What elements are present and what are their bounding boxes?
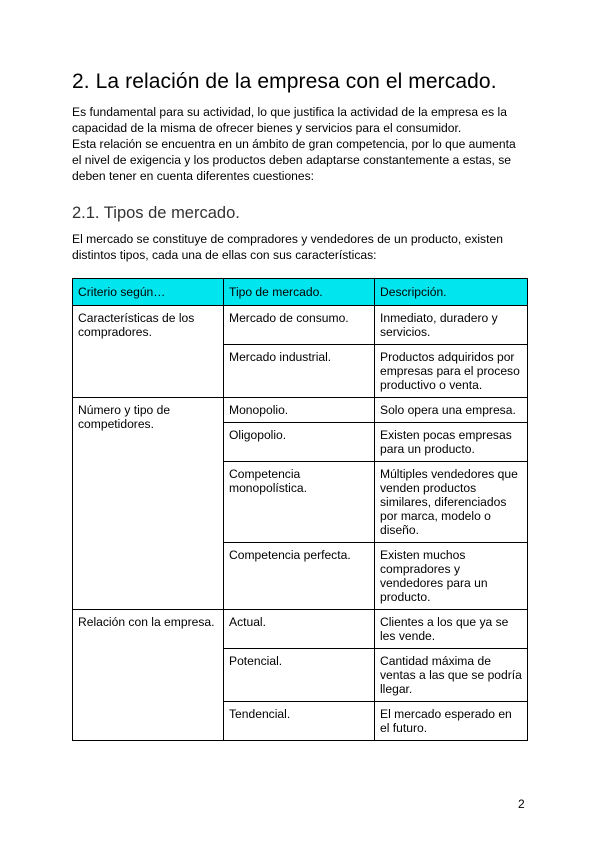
- criterio-cell: Características de los compradores.: [73, 306, 224, 398]
- desc-cell: Productos adquiridos por empresas para el proceso productivo o venta.: [375, 345, 528, 398]
- sub-line: distintos tipos, cada una de ellas con sus características:: [72, 248, 377, 262]
- intro-paragraph: [72, 104, 527, 184]
- sub-line: El mercado se constituye de compradores y vendedores de un producto, existen: [72, 232, 503, 246]
- market-types-table: [72, 278, 528, 741]
- desc-cell: Clientes a los que ya se les vende.: [375, 610, 528, 649]
- desc-cell: Existen muchos compradores y vendedores para un producto.: [375, 543, 528, 610]
- tipo-cell: Potencial.: [224, 649, 375, 702]
- desc-cell: Solo opera una empresa.: [375, 398, 528, 423]
- section-heading: 2. La relación de la empresa con el mercado.: [72, 70, 497, 93]
- intro-line: Esta relación se encuentra en un ámbito de gran competencia, por lo que aumenta: [72, 137, 516, 151]
- table-row: [73, 306, 528, 345]
- table-row: [73, 610, 528, 649]
- tipo-cell: Competencia perfecta.: [224, 543, 375, 610]
- desc-cell: Múltiples vendedores que venden productos similares, diferenciados por marca, modelo o diseño.: [375, 462, 528, 543]
- tipo-cell: Tendencial.: [224, 702, 375, 741]
- header-tipo: Tipo de mercado.: [224, 279, 375, 306]
- header-descripcion: Descripción.: [375, 279, 528, 306]
- tipo-cell: Actual.: [224, 610, 375, 649]
- tipo-cell: Oligopolio.: [224, 423, 375, 462]
- desc-cell: El mercado esperado en el futuro.: [375, 702, 528, 741]
- subsection-heading: 2.1. Tipos de mercado.: [72, 204, 240, 222]
- desc-cell: Existen pocas empresas para un producto.: [375, 423, 528, 462]
- intro-line: Es fundamental para su actividad, lo que justifica la actividad de la empresa es la: [72, 105, 507, 119]
- tipo-cell: Competencia monopolística.: [224, 462, 375, 543]
- header-criterio: Criterio según…: [73, 279, 224, 306]
- criterio-cell: Número y tipo de competidores.: [73, 398, 224, 610]
- tipo-cell: Mercado industrial.: [224, 345, 375, 398]
- tipo-cell: Monopolio.: [224, 398, 375, 423]
- tipo-cell: Mercado de consumo.: [224, 306, 375, 345]
- intro-line: capacidad de la misma de ofrecer bienes y servicios para el consumidor.: [72, 121, 462, 135]
- intro-line: el nivel de exigencia y los productos deben adaptarse constantemente a estas, se: [72, 153, 512, 167]
- desc-cell: Cantidad máxima de ventas a las que se podría llegar.: [375, 649, 528, 702]
- intro-line: deben tener en cuenta diferentes cuestiones:: [72, 169, 315, 183]
- page-number: 2: [518, 797, 525, 811]
- criterio-cell: Relación con la empresa.: [73, 610, 224, 741]
- table-header-row: [73, 279, 528, 306]
- desc-cell: Inmediato, duradero y servicios.: [375, 306, 528, 345]
- subsection-paragraph: [72, 231, 527, 263]
- table-row: [73, 398, 528, 423]
